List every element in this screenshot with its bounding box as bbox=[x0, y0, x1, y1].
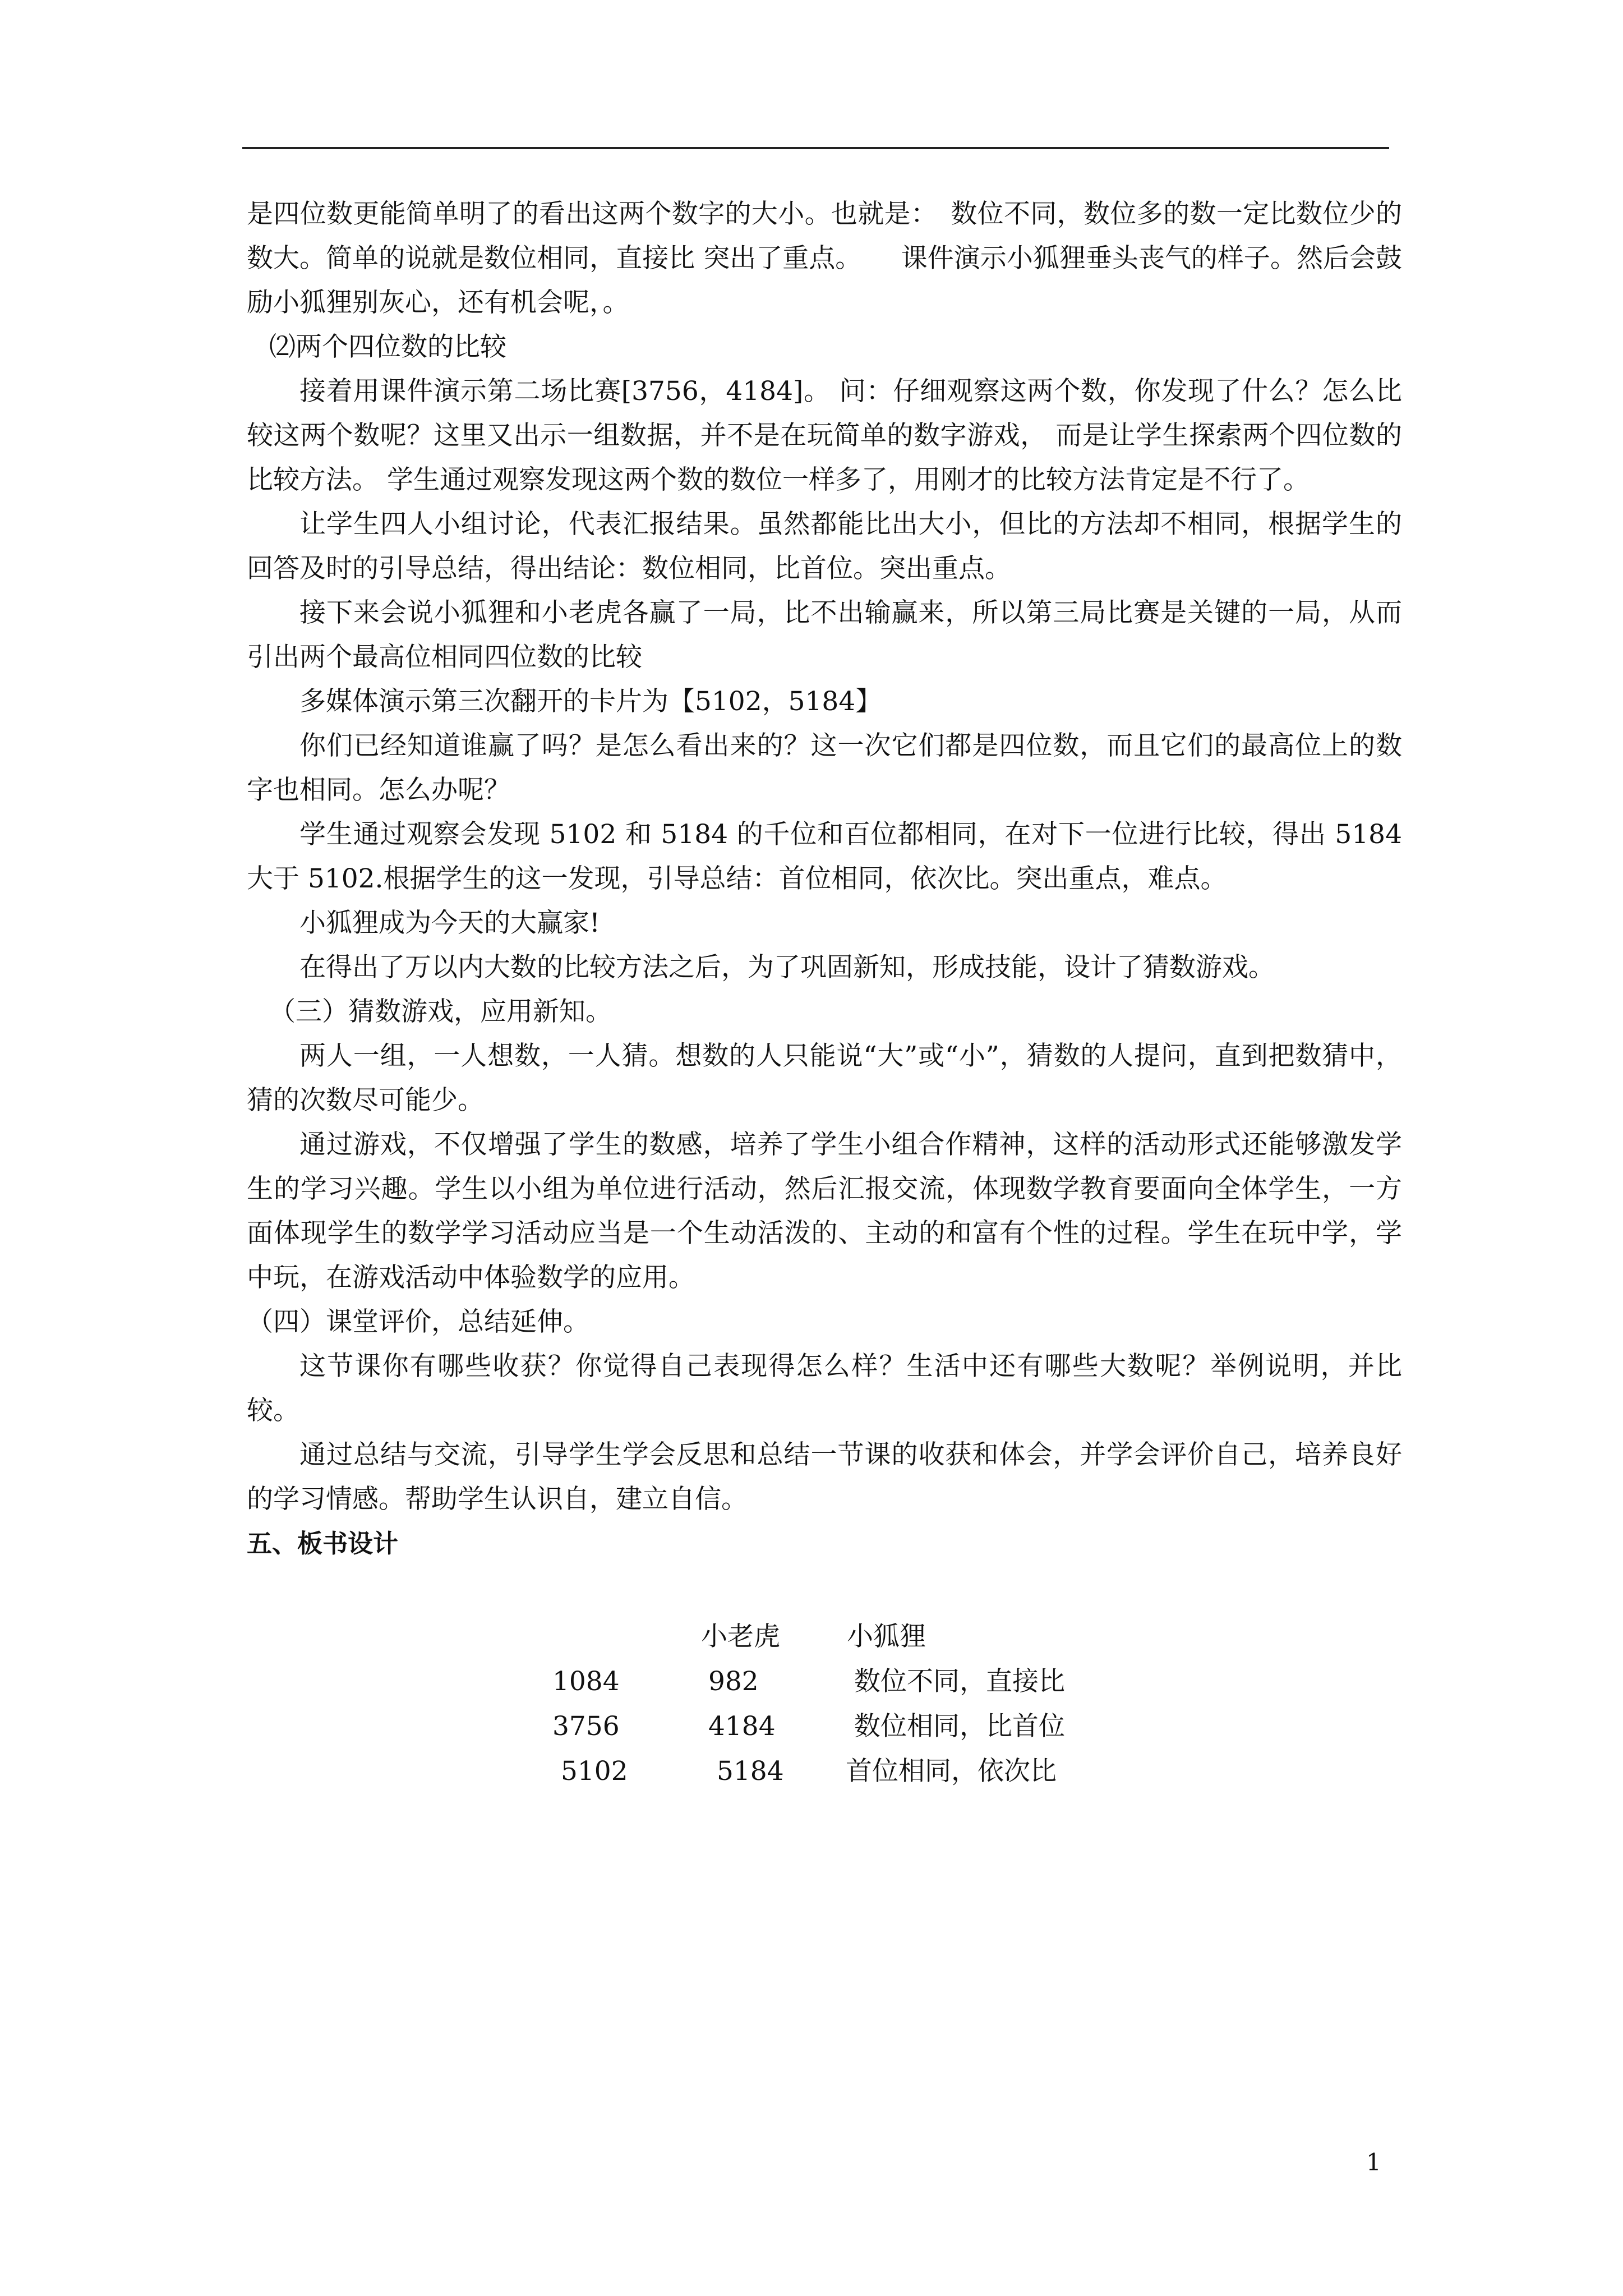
board-cell: 5102 bbox=[561, 1756, 628, 1787]
board-header-tiger: 小老虎 bbox=[701, 1621, 780, 1652]
board-cell: 3756 bbox=[552, 1711, 620, 1742]
board-cell: 首位相同，依次比 bbox=[846, 1756, 1057, 1787]
board-row bbox=[0, 1749, 1623, 1794]
board-design-table bbox=[0, 1614, 1623, 1794]
paragraph: 多媒体演示第三次翻开的卡片为【5102，5184】 bbox=[299, 686, 882, 717]
header-rule bbox=[242, 147, 1389, 149]
board-cell: 数位相同，比首位 bbox=[854, 1711, 1065, 1742]
subsection-title: （三）猜数游戏，应用新知。 bbox=[269, 996, 612, 1027]
paragraph: 是四位数更能简单明了的看出这两个数字的大小。也就是： 数位不同，数位多的数一定比数位少的数大。简单的说就是数位相同，直接比 突出了重点。 课件演示小狐狸垂头丧气的样子。然后会鼓励小狐狸别灰心，还有机会呢，。 bbox=[247, 199, 1402, 318]
paragraph: 小狐狸成为今天的大赢家! bbox=[299, 908, 600, 938]
paragraph: 你们已经知道谁赢了吗？是怎么看出来的？这一次它们都是四位数，而且它们的最高位上的数字也相同。怎么办呢？ bbox=[247, 730, 1402, 806]
subsection-title: （四）课堂评价，总结延伸。 bbox=[247, 1306, 589, 1337]
board-cell: 数位不同，直接比 bbox=[854, 1666, 1065, 1697]
board-cell: 982 bbox=[708, 1666, 759, 1697]
board-cell: 1084 bbox=[552, 1666, 620, 1697]
page-number: 1 bbox=[1366, 2148, 1381, 2176]
paragraph: 通过游戏，不仅增强了学生的数感，培养了学生小组合作精神，这样的活动形式还能够激发学生的学习兴趣。学生以小组为单位进行活动，然后汇报交流，体现数学教育要面向全体学生，一方面体现学生的数学学习活动应当是一个生动活泼的、主动的和富有个性的过程。学生在玩中学，学中玩，在游戏活动中体验数学的应用。 bbox=[247, 1129, 1402, 1293]
board-row bbox=[0, 1659, 1623, 1704]
paragraph: 两人一组，一人想数，一人猜。想数的人只能说“大”或“小”，猜数的人提问，直到把数猜中，猜的次数尽可能少。 bbox=[247, 1041, 1402, 1116]
section-heading: 五、板书设计 bbox=[247, 1529, 399, 1558]
paragraph: 学生通过观察会发现 5102 和 5184 的千位和百位都相同，在对下一位进行比较，得出 5184 大于 5102.根据学生的这一发现，引导总结：首位相同，依次比。突出重点，难点。 bbox=[247, 819, 1402, 894]
board-cell: 5184 bbox=[717, 1756, 784, 1787]
paragraph: 在得出了万以内大数的比较方法之后，为了巩固新知，形成技能，设计了猜数游戏。 bbox=[299, 952, 1275, 983]
subsection-title: ⑵两个四位数的比较 bbox=[269, 332, 506, 362]
document-body bbox=[247, 192, 1402, 1566]
paragraph: 通过总结与交流，引导学生学会反思和总结一节课的收获和体会，并学会评价自己，培养良好的学习情感。帮助学生认识自，建立自信。 bbox=[247, 1439, 1402, 1515]
board-header-fox: 小狐狸 bbox=[847, 1621, 926, 1652]
paragraph: 这节课你有哪些收获？你觉得自己表现得怎么样？生活中还有哪些大数呢？举例说明，并比较。 bbox=[247, 1351, 1402, 1426]
board-row bbox=[0, 1704, 1623, 1749]
paragraph: 接着用课件演示第二场比赛[3756，4184]。 问：仔细观察这两个数，你发现了什么？怎么比较这两个数呢？这里又出示一组数据，并不是在玩简单的数字游戏， 而是让学生探索两个四位数的比较方法。 学生通过观察发现这两个数的数位一样多了，用刚才的比较方法肯定是不行了。 bbox=[247, 376, 1402, 495]
paragraph: 让学生四人小组讨论，代表汇报结果。虽然都能比出大小，但比的方法却不相同，根据学生的回答及时的引导总结，得出结论：数位相同，比首位。突出重点。 bbox=[247, 509, 1402, 584]
board-header-row bbox=[0, 1614, 1623, 1659]
board-cell: 4184 bbox=[708, 1711, 776, 1742]
paragraph: 接下来会说小狐狸和小老虎各赢了一局，比不出输赢来，所以第三局比赛是关键的一局，从而引出两个最高位相同四位数的比较 bbox=[247, 597, 1402, 673]
